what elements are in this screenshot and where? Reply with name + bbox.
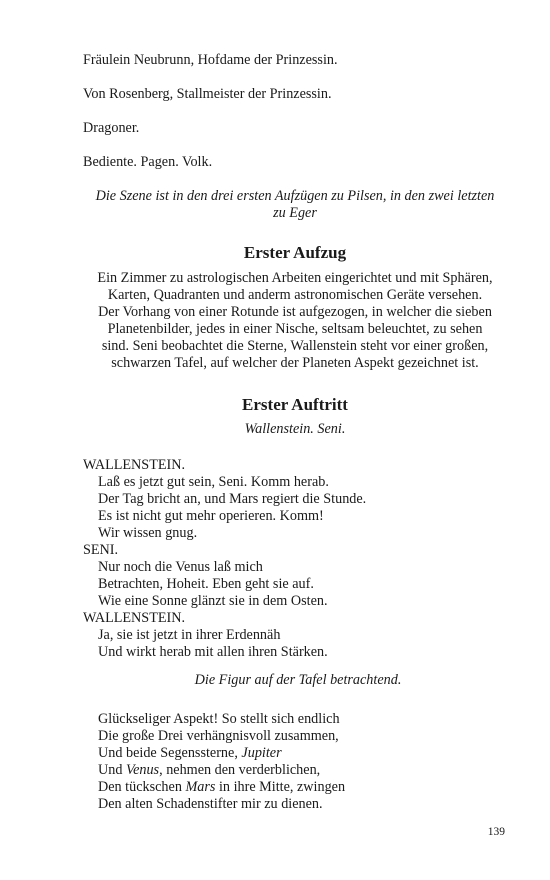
setting-line: zu Eger: [273, 205, 317, 221]
verse-line: Es ist nicht gut mehr operieren. Komm!: [98, 508, 324, 524]
desc-line: Ein Zimmer zu astrologischen Arbeiten eingerichtet und mit Sphären,: [97, 270, 493, 286]
verse-line: Die große Drei verhängnisvoll zusammen,: [98, 728, 339, 744]
verse-line: Betrachten, Hoheit. Eben geht sie auf.: [98, 576, 314, 592]
desc-line: Planetenbilder, jedes in einer Nische, seltsam beleuchtet, zu sehen: [107, 321, 483, 337]
verse-line: Nur noch die Venus laß mich: [98, 559, 263, 575]
character-entry: Bediente. Pagen. Volk.: [83, 154, 213, 170]
scene-persons: Wallenstein. Seni.: [244, 421, 346, 437]
desc-line: Der Vorhang von einer Rotunde ist aufgezogen, in welcher die sieben: [98, 304, 492, 320]
setting-line: Die Szene ist in den drei ersten Aufzügen zu Pilsen, in den zwei letzten: [95, 188, 495, 204]
verse-line: Glückseliger Aspekt! So stellt sich endlich: [98, 711, 340, 727]
planet-name: Venus: [125, 762, 160, 778]
verse-line: Wie eine Sonne glänzt sie in dem Osten.: [98, 593, 328, 609]
verse-line: [83, 762, 513, 779]
speaker-name: WALLENSTEIN.: [83, 610, 186, 626]
stage-direction: Die Figur auf der Tafel betrachtend.: [194, 672, 402, 688]
character-entry: Von Rosenberg, Stallmeister der Prinzessin.: [83, 86, 332, 102]
verse-text: Und: [98, 762, 126, 778]
verse-text: , nehmen den verderblichen,: [159, 762, 321, 778]
act-description: [83, 270, 507, 372]
character-entry: Fräulein Neubrunn, Hofdame der Prinzessin.: [83, 52, 338, 68]
page-number: 139: [487, 826, 505, 838]
speaker-name: SENI.: [83, 542, 119, 558]
desc-line: sind. Seni beobachtet die Sterne, Wallenstein steht vor einer großen,: [101, 338, 489, 354]
desc-line: schwarzen Tafel, auf welcher der Planeten Aspekt gezeichnet ist.: [111, 355, 479, 371]
planet-name: Mars: [185, 779, 216, 795]
verse-line: Der Tag bricht an, und Mars regiert die Stunde.: [98, 491, 367, 507]
setting-note: [83, 188, 507, 222]
dialogue: [83, 457, 513, 813]
verse-line: Laß es jetzt gut sein, Seni. Komm herab.: [98, 474, 329, 490]
act-heading: Erster Aufzug: [243, 243, 347, 262]
verse-line: Wir wissen gnug.: [98, 525, 198, 541]
verse-text: in ihre Mitte, zwingen: [215, 779, 346, 795]
speaker-name: WALLENSTEIN.: [83, 457, 186, 473]
verse-text: Den tückschen: [98, 779, 186, 795]
scene-heading: Erster Auftritt: [242, 395, 348, 414]
planet-name: Jupiter: [241, 745, 282, 761]
verse-line: Den alten Schadenstifter mir zu dienen.: [98, 796, 323, 812]
verse-line: Und wirkt herab mit allen ihren Stärken.: [98, 644, 328, 660]
verse-line: Ja, sie ist jetzt in ihrer Erdennäh: [98, 627, 281, 643]
desc-line: Karten, Quadranten und anderm astronomischen Geräte versehen.: [107, 287, 483, 303]
verse-line: [83, 779, 513, 796]
character-entry: Dragoner.: [83, 120, 140, 136]
verse-text: Und beide Segenssterne,: [98, 745, 242, 761]
verse-line: [83, 745, 513, 762]
